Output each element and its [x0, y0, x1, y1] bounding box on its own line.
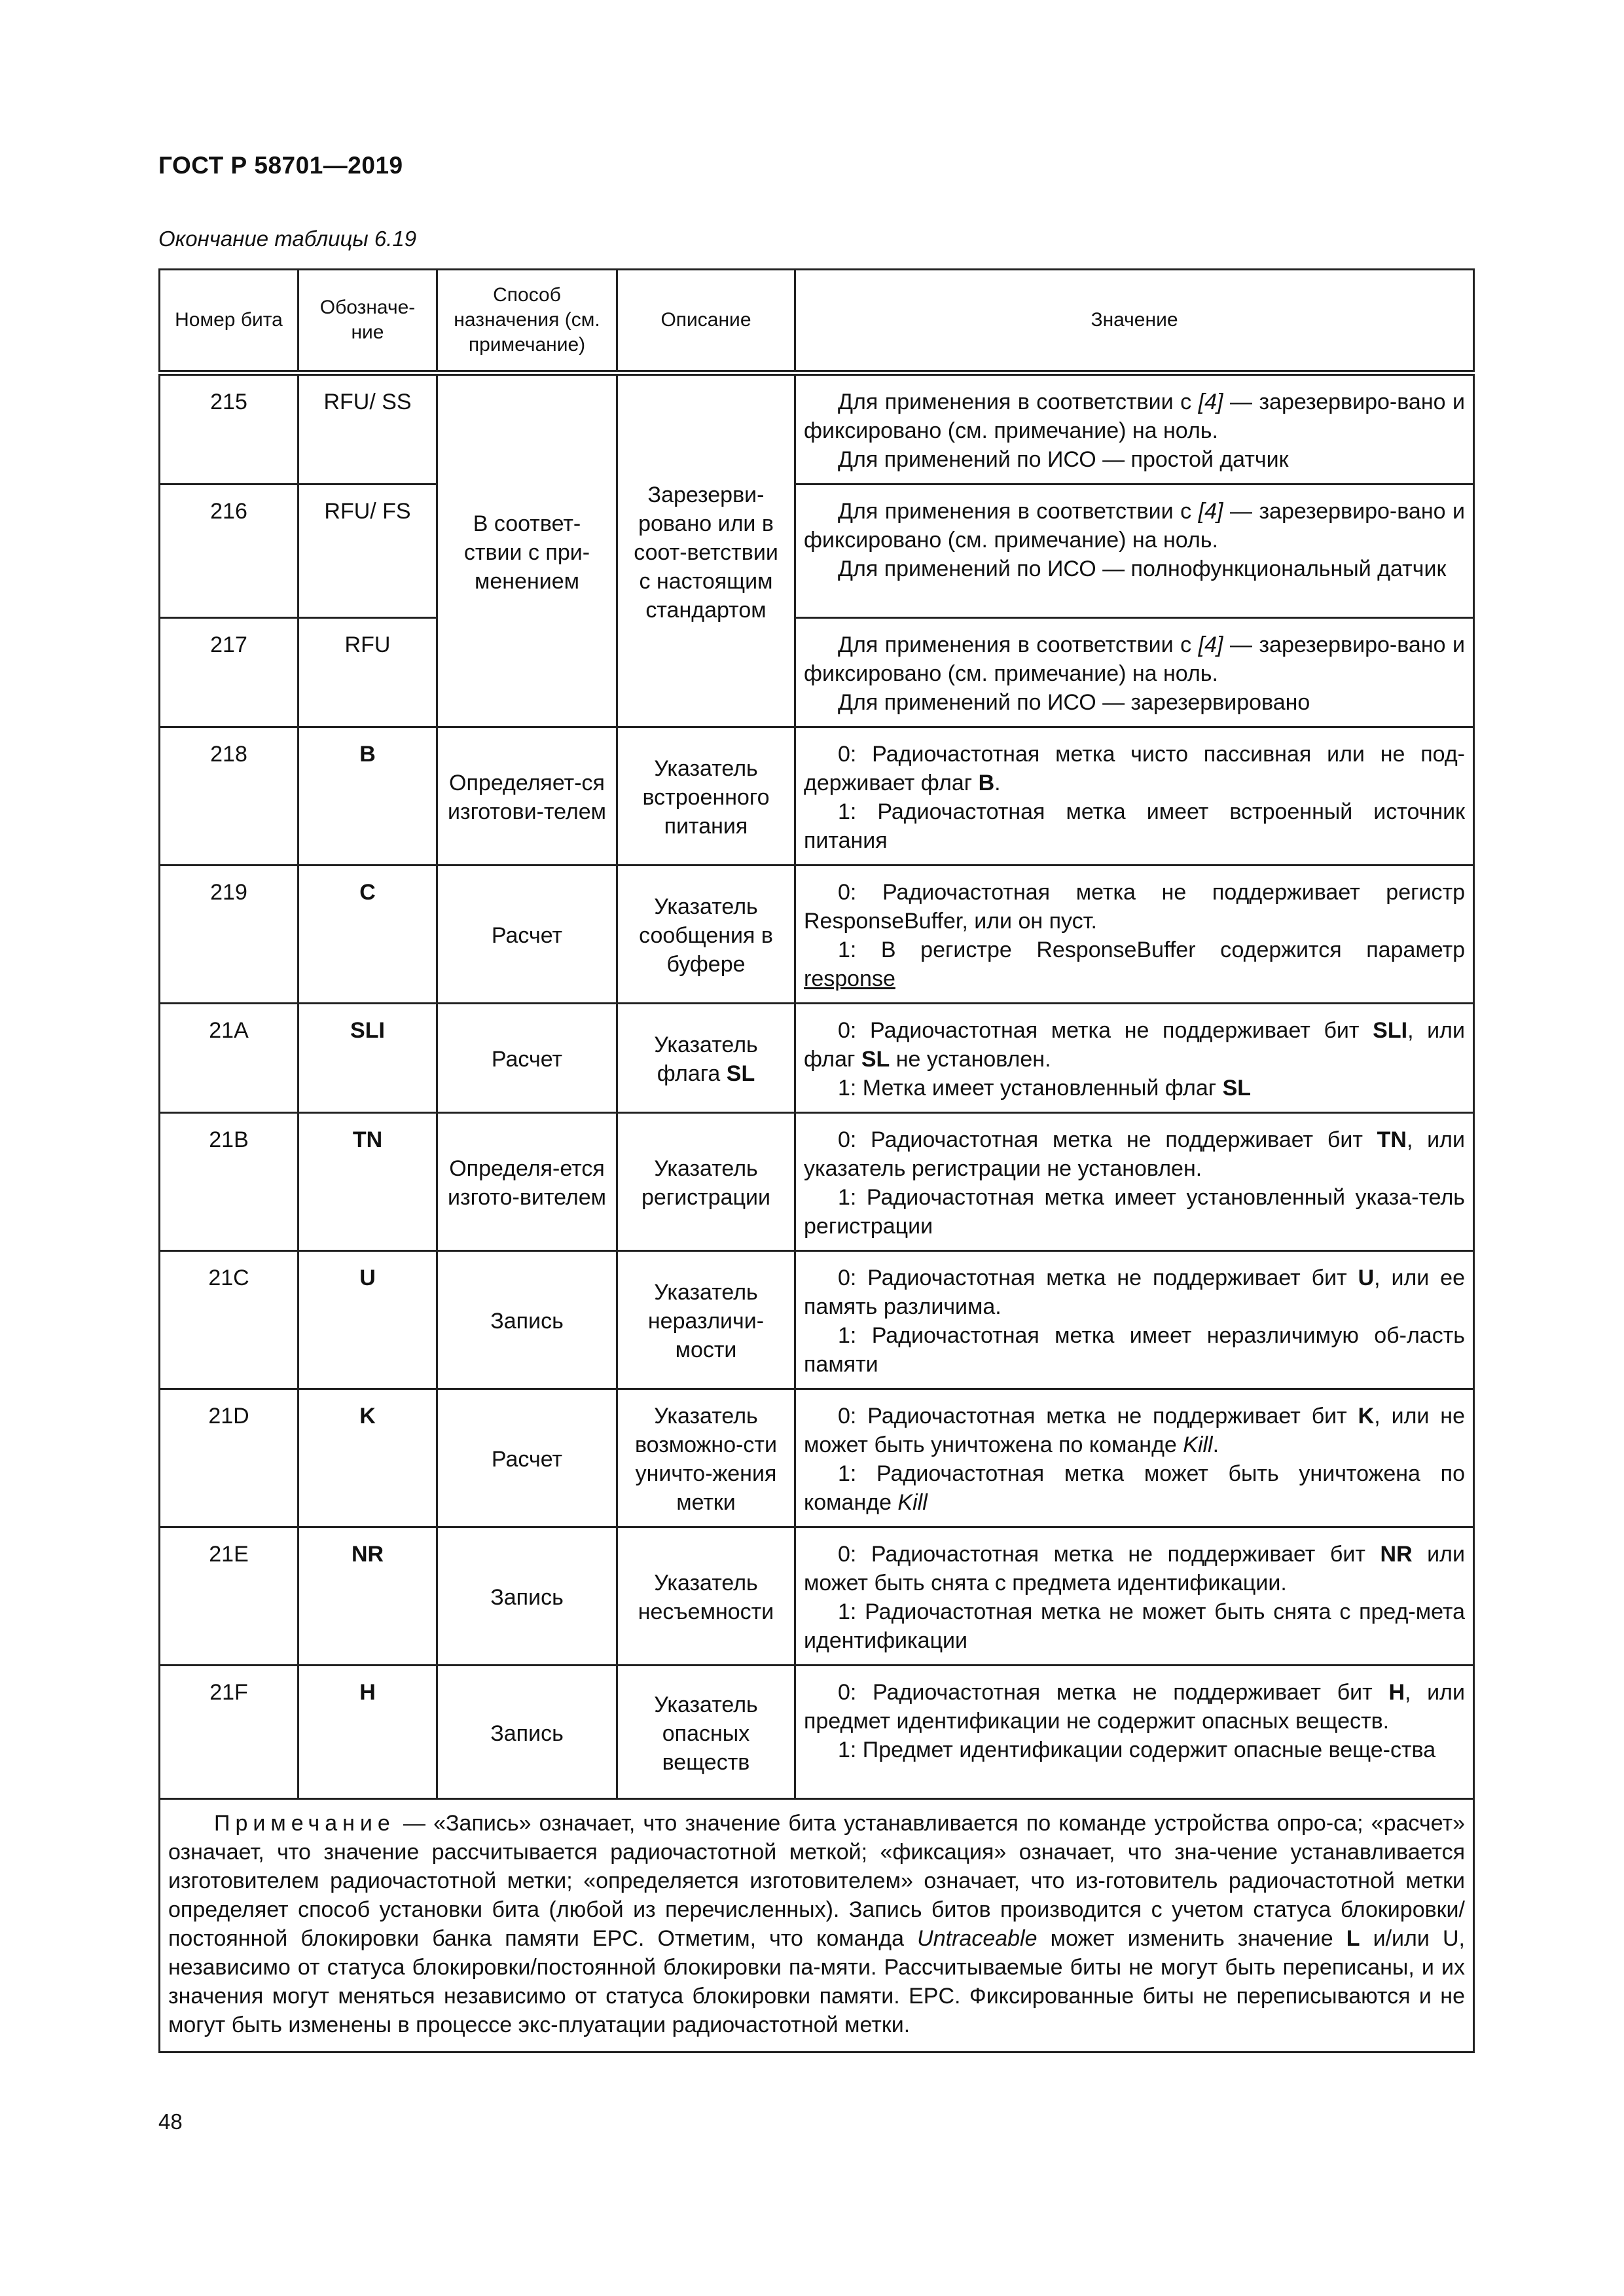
table-note-row [160, 1799, 1474, 2052]
bit-name: RFU [298, 618, 437, 727]
table-row [160, 727, 1474, 866]
bit-description: Указатель опасных веществ [617, 1666, 795, 1799]
value-line: 1: Радиочастотная метка имеет встроенный источник питания [804, 799, 1465, 853]
value-line: 1: В регистре ResponseBuffer содержится параметр response [804, 938, 1465, 991]
bit-number: 21E [160, 1527, 298, 1666]
bit-number: 21B [160, 1113, 298, 1251]
bit-value [795, 618, 1474, 727]
value-line: 0: Радиочастотная метка не поддерживает бит H, или предмет идентификации не содержит опасных веществ. [804, 1680, 1465, 1734]
bits-table [158, 268, 1475, 2053]
bit-number: 217 [160, 618, 298, 727]
value-line: Для применения в соответствии с [4] — зарезервиро-вано и фиксировано (см. примечание) на ноль. [804, 390, 1466, 443]
bit-description: Указатель несъемности [617, 1527, 795, 1666]
assign-method: Запись [437, 1527, 617, 1666]
assign-method: Запись [437, 1251, 617, 1389]
col-header-value: Значение [795, 270, 1474, 373]
value-line: Для применений по ИСО — простой датчик [838, 447, 1289, 472]
bit-description: Указатель неразличи-мости [617, 1251, 795, 1389]
table-row [160, 1251, 1474, 1389]
table-caption: Окончание таблицы 6.19 [158, 227, 417, 251]
bit-number: 215 [160, 373, 298, 484]
document-header: ГОСТ Р 58701—2019 [158, 152, 403, 179]
assign-method: Определяет-ся изготови-телем [437, 727, 617, 866]
table-header-row [160, 270, 1474, 373]
value-line: 1: Предмет идентификации содержит опасные веще-ства [838, 1738, 1436, 1762]
bit-number: 216 [160, 484, 298, 618]
value-line: Для применений по ИСО — зарезервировано [838, 690, 1310, 715]
bit-name: RFU/ FS [298, 484, 437, 618]
bit-value [795, 1527, 1474, 1666]
bit-description: Зарезерви-ровано или в соот-ветствии с настоящим стандартом [617, 373, 795, 727]
table-row [160, 1113, 1474, 1251]
bit-description: Указатель сообщения в буфере [617, 866, 795, 1004]
assign-method: Запись [437, 1666, 617, 1799]
assign-method: Определя-ется изгото-вителем [437, 1113, 617, 1251]
bit-name: RFU/ SS [298, 373, 437, 484]
col-header-desc: Описание [617, 270, 795, 373]
assign-method: Расчет [437, 866, 617, 1004]
value-line: 0: Радиочастотная метка не поддерживает бит U, или ее память различима. [804, 1266, 1466, 1319]
value-line: 0: Радиочастотная метка чисто пассивная или не под-держивает флаг B. [804, 742, 1465, 795]
bit-name: NR [298, 1527, 437, 1666]
bit-number: 21C [160, 1251, 298, 1389]
bit-number: 21F [160, 1666, 298, 1799]
value-line: 0: Радиочастотная метка не поддерживает бит TN, или указатель регистрации не установлен. [804, 1127, 1465, 1181]
page-number: 48 [158, 2109, 183, 2134]
bit-description: Указатель регистрации [617, 1113, 795, 1251]
value-line: Для применений по ИСО — полнофункциональный датчик [838, 556, 1447, 581]
bit-value [795, 727, 1474, 866]
bit-name: B [298, 727, 437, 866]
value-line: 1: Метка имеет установленный флаг SL [838, 1076, 1252, 1101]
table-row [160, 1666, 1474, 1799]
col-header-assign: Способ назначения (см. примечание) [437, 270, 617, 373]
table-row [160, 1527, 1474, 1666]
assign-method: Расчет [437, 1004, 617, 1113]
bit-value [795, 373, 1474, 484]
value-line: 0: Радиочастотная метка не поддерживает регистр ResponseBuffer, или он пуст. [804, 880, 1465, 934]
bit-value [795, 1113, 1474, 1251]
table-row [160, 866, 1474, 1004]
bit-name: TN [298, 1113, 437, 1251]
bit-name: SLI [298, 1004, 437, 1113]
bit-value [795, 866, 1474, 1004]
value-line: 1: Радиочастотная метка имеет установленный указа-тель регистрации [804, 1185, 1465, 1239]
value-line: 0: Радиочастотная метка не поддерживает бит K, или не может быть уничтожена по команде Kill. [804, 1404, 1465, 1457]
bit-value [795, 1251, 1474, 1389]
value-line: Для применения в соответствии с [4] — зарезервиро-вано и фиксировано (см. примечание) на ноль. [804, 499, 1466, 553]
table-row [160, 373, 1474, 484]
bit-name: K [298, 1389, 437, 1527]
table-note [160, 1799, 1474, 2052]
bit-name: C [298, 866, 437, 1004]
col-header-name: Обозначе-ние [298, 270, 437, 373]
value-line: 0: Радиочастотная метка не поддерживает бит SLI, или флаг SL не установлен. [804, 1018, 1466, 1072]
bit-number: 219 [160, 866, 298, 1004]
col-header-bit: Номер бита [160, 270, 298, 373]
bit-value [795, 1004, 1474, 1113]
value-line: 1: Радиочастотная метка имеет неразличимую об-ласть памяти [804, 1323, 1465, 1377]
table-row [160, 618, 1474, 727]
table-row [160, 1004, 1474, 1113]
bit-value [795, 1389, 1474, 1527]
bit-value [795, 484, 1474, 618]
bit-description: Указатель флага SL [617, 1004, 795, 1113]
note-label: Примечание [214, 1811, 395, 1836]
bit-value [795, 1666, 1474, 1799]
assign-method: В соответ-ствии с при-менением [437, 373, 617, 727]
bit-name: H [298, 1666, 437, 1799]
bit-description: Указатель встроенного питания [617, 727, 795, 866]
bit-name: U [298, 1251, 437, 1389]
bit-number: 21D [160, 1389, 298, 1527]
bit-number: 218 [160, 727, 298, 866]
value-line: 1: Радиочастотная метка может быть уничтожена по команде Kill [804, 1461, 1465, 1515]
table-row [160, 484, 1474, 618]
value-line: 1: Радиочастотная метка не может быть снята с пред-мета идентификации [804, 1599, 1465, 1653]
table-row [160, 1389, 1474, 1527]
note-text: — «Запись» означает, что значение бита устанавливается по команде устройства опро-са; «расчет» означает, что значение рассчитывается радиочастотной меткой; «фиксация» означает, что зна-чение устанавливается изготовителем радиочастотной метки; «определяется изготовителем» означает, что из-готовитель радиочастотной метки определяет способ установки бита (любой из перечисленных). Запись битов производится с учетом статуса блокировки/постоянной блокировки банка памяти EPC. Отметим, что команда Untraceable может изменить значение L и/или U, независимо от статуса блокировки/постоянной блокировки па-мяти. Рассчитываемые биты не могут быть переписаны, и их значения могут меняться независимо от статуса блокировки памяти. EPC. Фиксированные биты не переписываются и не могут быть изменены в процессе экс-плуатации радиочастотной метки. [168, 1811, 1465, 2037]
bit-description: Указатель возможно-сти уничто-жения метки [617, 1389, 795, 1527]
bit-number: 21A [160, 1004, 298, 1113]
value-line: 0: Радиочастотная метка не поддерживает бит NR или может быть снята с предмета идентификации. [804, 1542, 1466, 1595]
value-line: Для применения в соответствии с [4] — зарезервиро-вано и фиксировано (см. примечание) на ноль. [804, 632, 1466, 686]
assign-method: Расчет [437, 1389, 617, 1527]
